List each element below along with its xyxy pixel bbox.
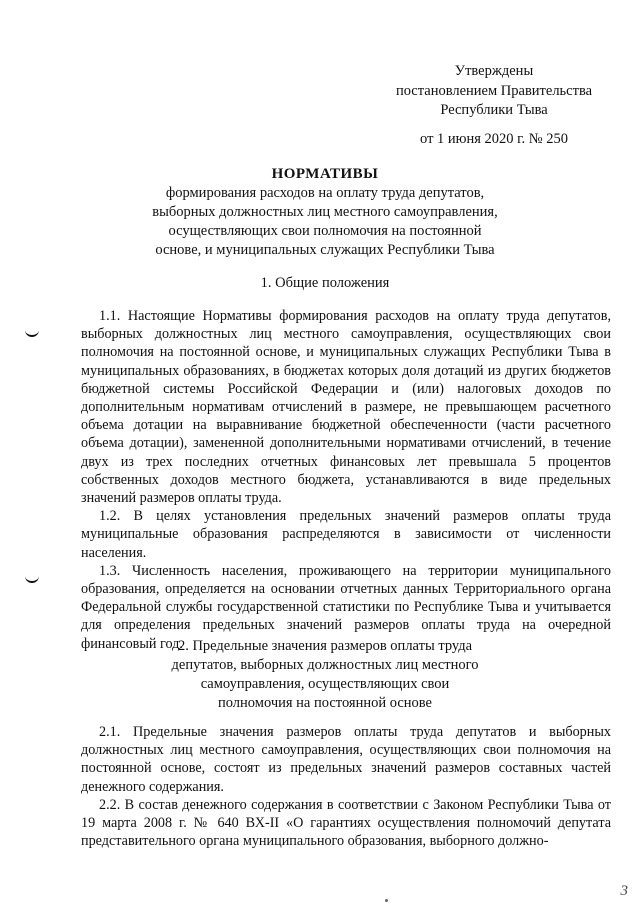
approval-line-2: постановлением Правительства [395, 82, 593, 99]
paragraph-1-1: 1.1. Настоящие Нормативы формирования расходов на оплату труда депутатов, выборных должностных лиц местного самоуправления, осуществляющих свои полномочия на постоянной основе, и муниципальных служащих Республики Тыва в муниципальных образованиях, в бюджетах которых доля дотаций из других бюджетов бюджетной системы Российской Федерации и (или) налоговых доходов по дополнительным нормативам отчислений в размере, не превышающем расчетного объема дотации на выравнивание бюджетной обеспеченности (части расчетного объема дотации), замененной дополнительными нормативами отчислений, в течение двух из трех последних отчетных финансовых лет превышала 5 процентов собственных доходов местного бюджета, устанавливаются в виде предельных значений размеров оплаты труда. [81, 308, 611, 507]
section-1-body [81, 307, 611, 653]
scan-dot-mark [385, 899, 388, 902]
approval-date: от 1 июня 2020 г. № 250 [420, 130, 568, 147]
document-title-block [110, 164, 540, 260]
section-2-heading-line: депутатов, выборных должностных лиц местного [171, 657, 479, 673]
section-2-heading [80, 637, 570, 713]
margin-check-mark-icon [25, 327, 39, 337]
document-title: НОРМАТИВЫ [271, 166, 379, 182]
approval-line-1: Утверждены [454, 63, 534, 79]
subtitle-line: выборных должностных лиц местного самоуправления, [152, 204, 498, 220]
paragraph-1-3: 1.3. Численность населения, проживающего на территории муниципального образования, определяется на основании отчетных данных Территориального органа Федеральной службы государственной статистики по Республике Тыва и учитывается для определения предельных значений размеров оплаты труда на очередной финансовый год. [81, 562, 611, 652]
document-subtitle [110, 184, 540, 260]
subtitle-line: основе, и муниципальных служащих Республики Тыва [155, 242, 495, 258]
subtitle-line: осуществляющих свои полномочия на постоянной [168, 223, 482, 239]
subtitle-line: формирования расходов на оплату труда депутатов, [165, 185, 485, 201]
section-2-heading-line: самоуправления, осуществляющих свои [200, 676, 450, 692]
section-2-heading-line: 2. Предельные значения размеров оплаты труда [177, 638, 473, 654]
page-number: 3 [620, 883, 628, 899]
section-2-body [81, 723, 611, 850]
approval-stamp [384, 62, 604, 149]
section-2-heading-line: полномочия на постоянной основе [217, 695, 432, 711]
paragraph-2-2: 2.2. В состав денежного содержания в соответствии с Законом Республики Тыва от 19 марта 2008 г. № 640 ВХ-II «О гарантиях осуществления полномочий депутата представительного органа муниципального образования, выборного должно- [81, 796, 611, 850]
paragraph-1-2: 1.2. В целях установления предельных значений размеров оплаты труда муниципальные образования распределяются в зависимости от численности населения. [81, 508, 611, 561]
paragraph-2-1: 2.1. Предельные значения размеров оплаты труда депутатов и выборных должностных лиц местного самоуправления, осуществляющих свои полномочия на постоянной основе, состоят из предельных значений размеров составных частей денежного содержания. [81, 724, 611, 795]
section-1-heading-text: 1. Общие положения [260, 275, 390, 291]
margin-check-mark-icon [25, 573, 39, 583]
approval-line-3: Республики Тыва [440, 102, 548, 118]
section-1-heading [80, 274, 570, 293]
